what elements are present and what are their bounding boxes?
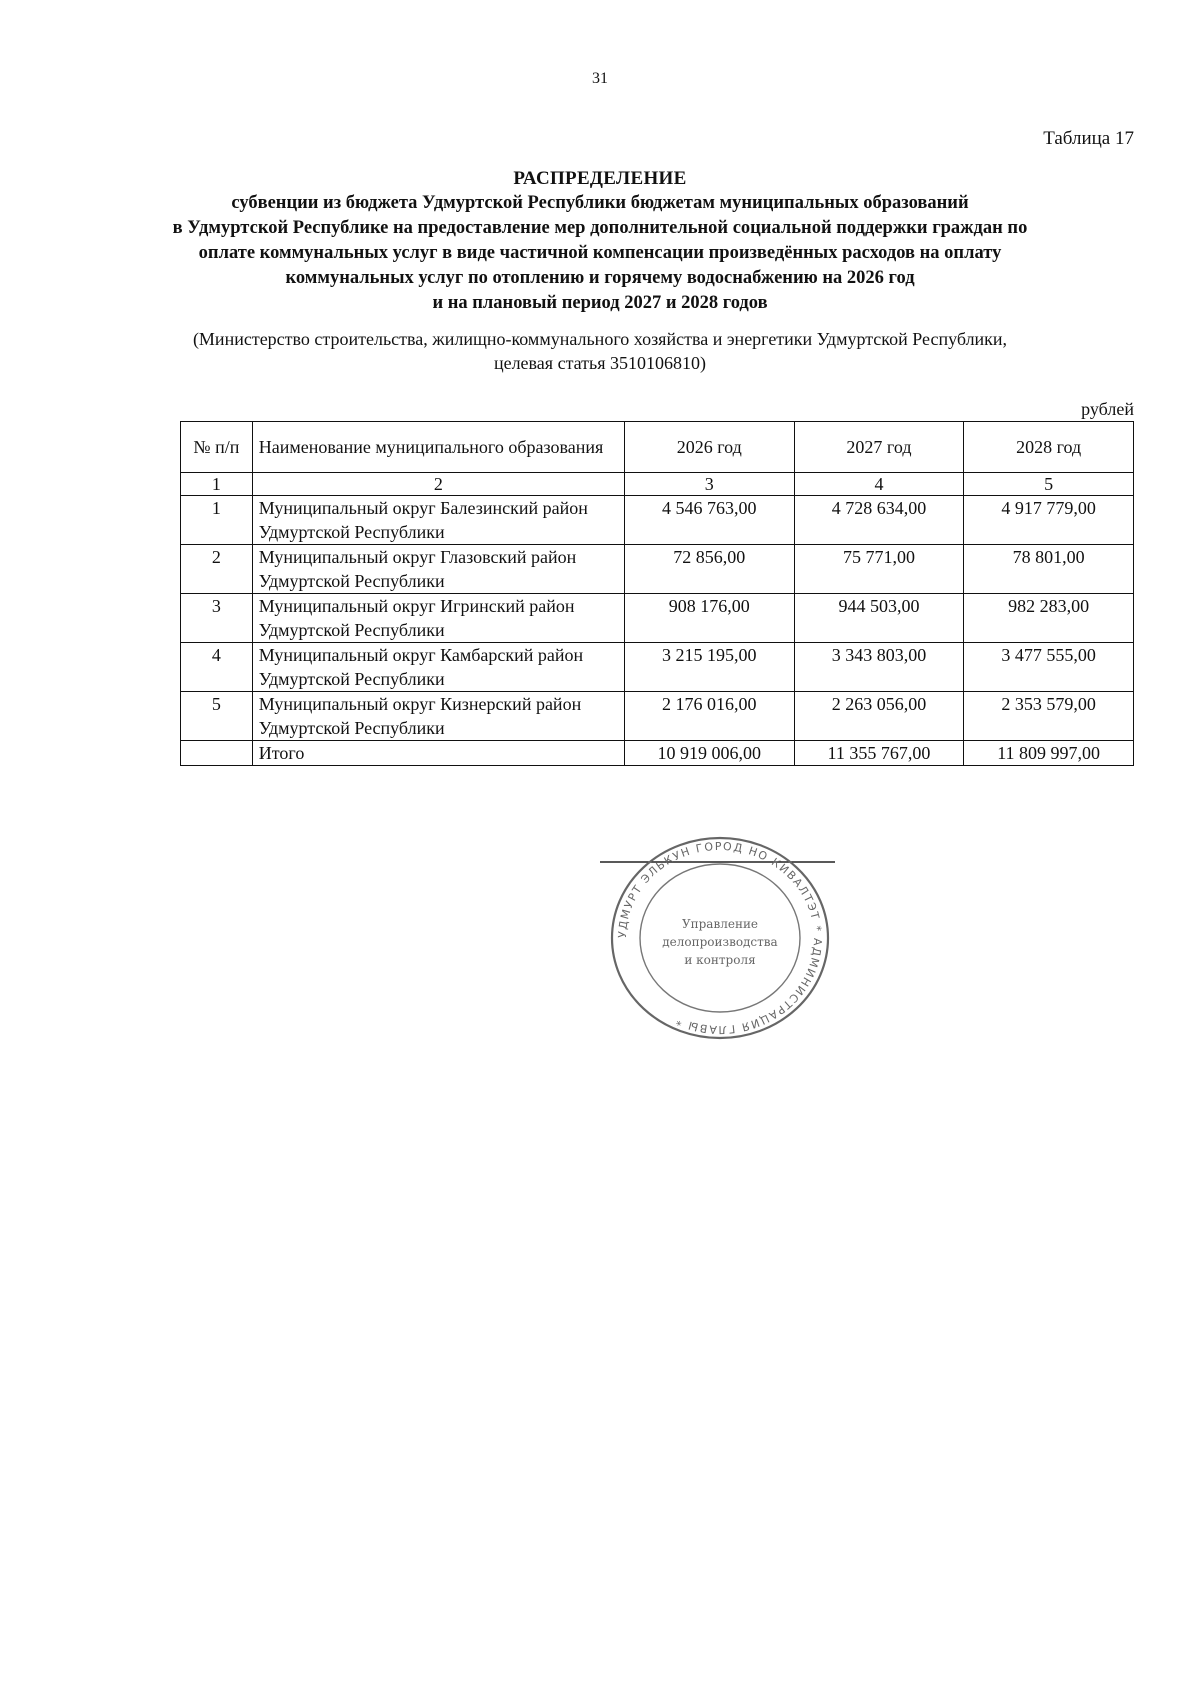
- row-number: 2: [181, 545, 253, 594]
- stamp-text-line: и контроля: [684, 953, 756, 967]
- total-2027: 11 355 767,00: [794, 741, 964, 766]
- ministry-note: [150, 327, 1050, 375]
- title-line: в Удмуртской Республике на предоставление мер дополнительной социальной поддержки граждан по: [172, 218, 1028, 238]
- municipality-name: Муниципальный округ Глазовский район Удмуртской Республики: [252, 545, 624, 594]
- value-2028: 4 917 779,00: [964, 496, 1134, 545]
- value-2026: 3 215 195,00: [624, 643, 794, 692]
- row-number: 5: [181, 692, 253, 741]
- ministry-line: (Министерство строительства, жилищно-коммунального хозяйства и энергетики Удмуртской Республики,: [192, 329, 1008, 349]
- row-number: 3: [181, 594, 253, 643]
- table-header-row: [181, 422, 1134, 473]
- total-row: [181, 741, 1134, 766]
- title-line: субвенции из бюджета Удмуртской Республики бюджетам муниципальных образований: [231, 193, 969, 213]
- total-empty-cell: [181, 741, 253, 766]
- value-2026: 908 176,00: [624, 594, 794, 643]
- table-row: [181, 594, 1134, 643]
- header-number: № п/п: [181, 422, 253, 473]
- value-2027: 944 503,00: [794, 594, 964, 643]
- title-main: РАСПРЕДЕЛЕНИЕ: [513, 168, 687, 189]
- title-line: оплате коммунальных услуг в виде частичной компенсации произведённых расходов на оплату: [198, 243, 1002, 263]
- row-number: 1: [181, 496, 253, 545]
- value-2027: 75 771,00: [794, 545, 964, 594]
- total-2026: 10 919 006,00: [624, 741, 794, 766]
- official-stamp: [600, 830, 840, 1045]
- value-2028: 2 353 579,00: [964, 692, 1134, 741]
- table-row: [181, 643, 1134, 692]
- municipality-name: Муниципальный округ Игринский район Удмуртской Республики: [252, 594, 624, 643]
- column-index: 3: [624, 473, 794, 496]
- stamp-text-line: Управление: [681, 917, 759, 931]
- value-2027: 2 263 056,00: [794, 692, 964, 741]
- header-2028: 2028 год: [964, 422, 1134, 473]
- document-title: [150, 166, 1050, 316]
- value-2026: 72 856,00: [624, 545, 794, 594]
- header-2026: 2026 год: [624, 422, 794, 473]
- value-2026: 4 546 763,00: [624, 496, 794, 545]
- column-index: 2: [252, 473, 624, 496]
- distribution-table: [180, 421, 1134, 766]
- header-name: Наименование муниципального образования: [252, 422, 624, 473]
- title-line: коммунальных услуг по отоплению и горячему водоснабжению на 2026 год: [285, 268, 915, 288]
- table-row: [181, 496, 1134, 545]
- value-2026: 2 176 016,00: [624, 692, 794, 741]
- value-2028: 3 477 555,00: [964, 643, 1134, 692]
- municipality-name: Муниципальный округ Кизнерский район Удмуртской Республики: [252, 692, 624, 741]
- page-number: 31: [592, 70, 608, 87]
- municipality-name: Муниципальный округ Балезинский район Удмуртской Республики: [252, 496, 624, 545]
- column-index: 1: [181, 473, 253, 496]
- table-row: [181, 545, 1134, 594]
- units-label: рублей: [1081, 399, 1134, 419]
- value-2028: 78 801,00: [964, 545, 1134, 594]
- stamp-text-line: делопроизводства: [662, 935, 778, 949]
- value-2028: 982 283,00: [964, 594, 1134, 643]
- column-index: 5: [964, 473, 1134, 496]
- header-2027: 2027 год: [794, 422, 964, 473]
- stamp-ring-text: УДМУРТ ЭЛЬКУН ГОРОД НО КИВАЛТЭТ * АДМИНИСТРАЦИЯ ГЛАВЫ *: [615, 839, 825, 1037]
- municipality-name: Муниципальный округ Камбарский район Удмуртской Республики: [252, 643, 624, 692]
- table-row: [181, 692, 1134, 741]
- column-index-row: [181, 473, 1134, 496]
- row-number: 4: [181, 643, 253, 692]
- value-2027: 3 343 803,00: [794, 643, 964, 692]
- column-index: 4: [794, 473, 964, 496]
- total-2028: 11 809 997,00: [964, 741, 1134, 766]
- ministry-line: целевая статья 3510106810): [493, 353, 707, 373]
- value-2027: 4 728 634,00: [794, 496, 964, 545]
- title-line: и на плановый период 2027 и 2028 годов: [432, 293, 768, 313]
- total-label: Итого: [252, 741, 624, 766]
- table-number: Таблица 17: [1043, 128, 1134, 149]
